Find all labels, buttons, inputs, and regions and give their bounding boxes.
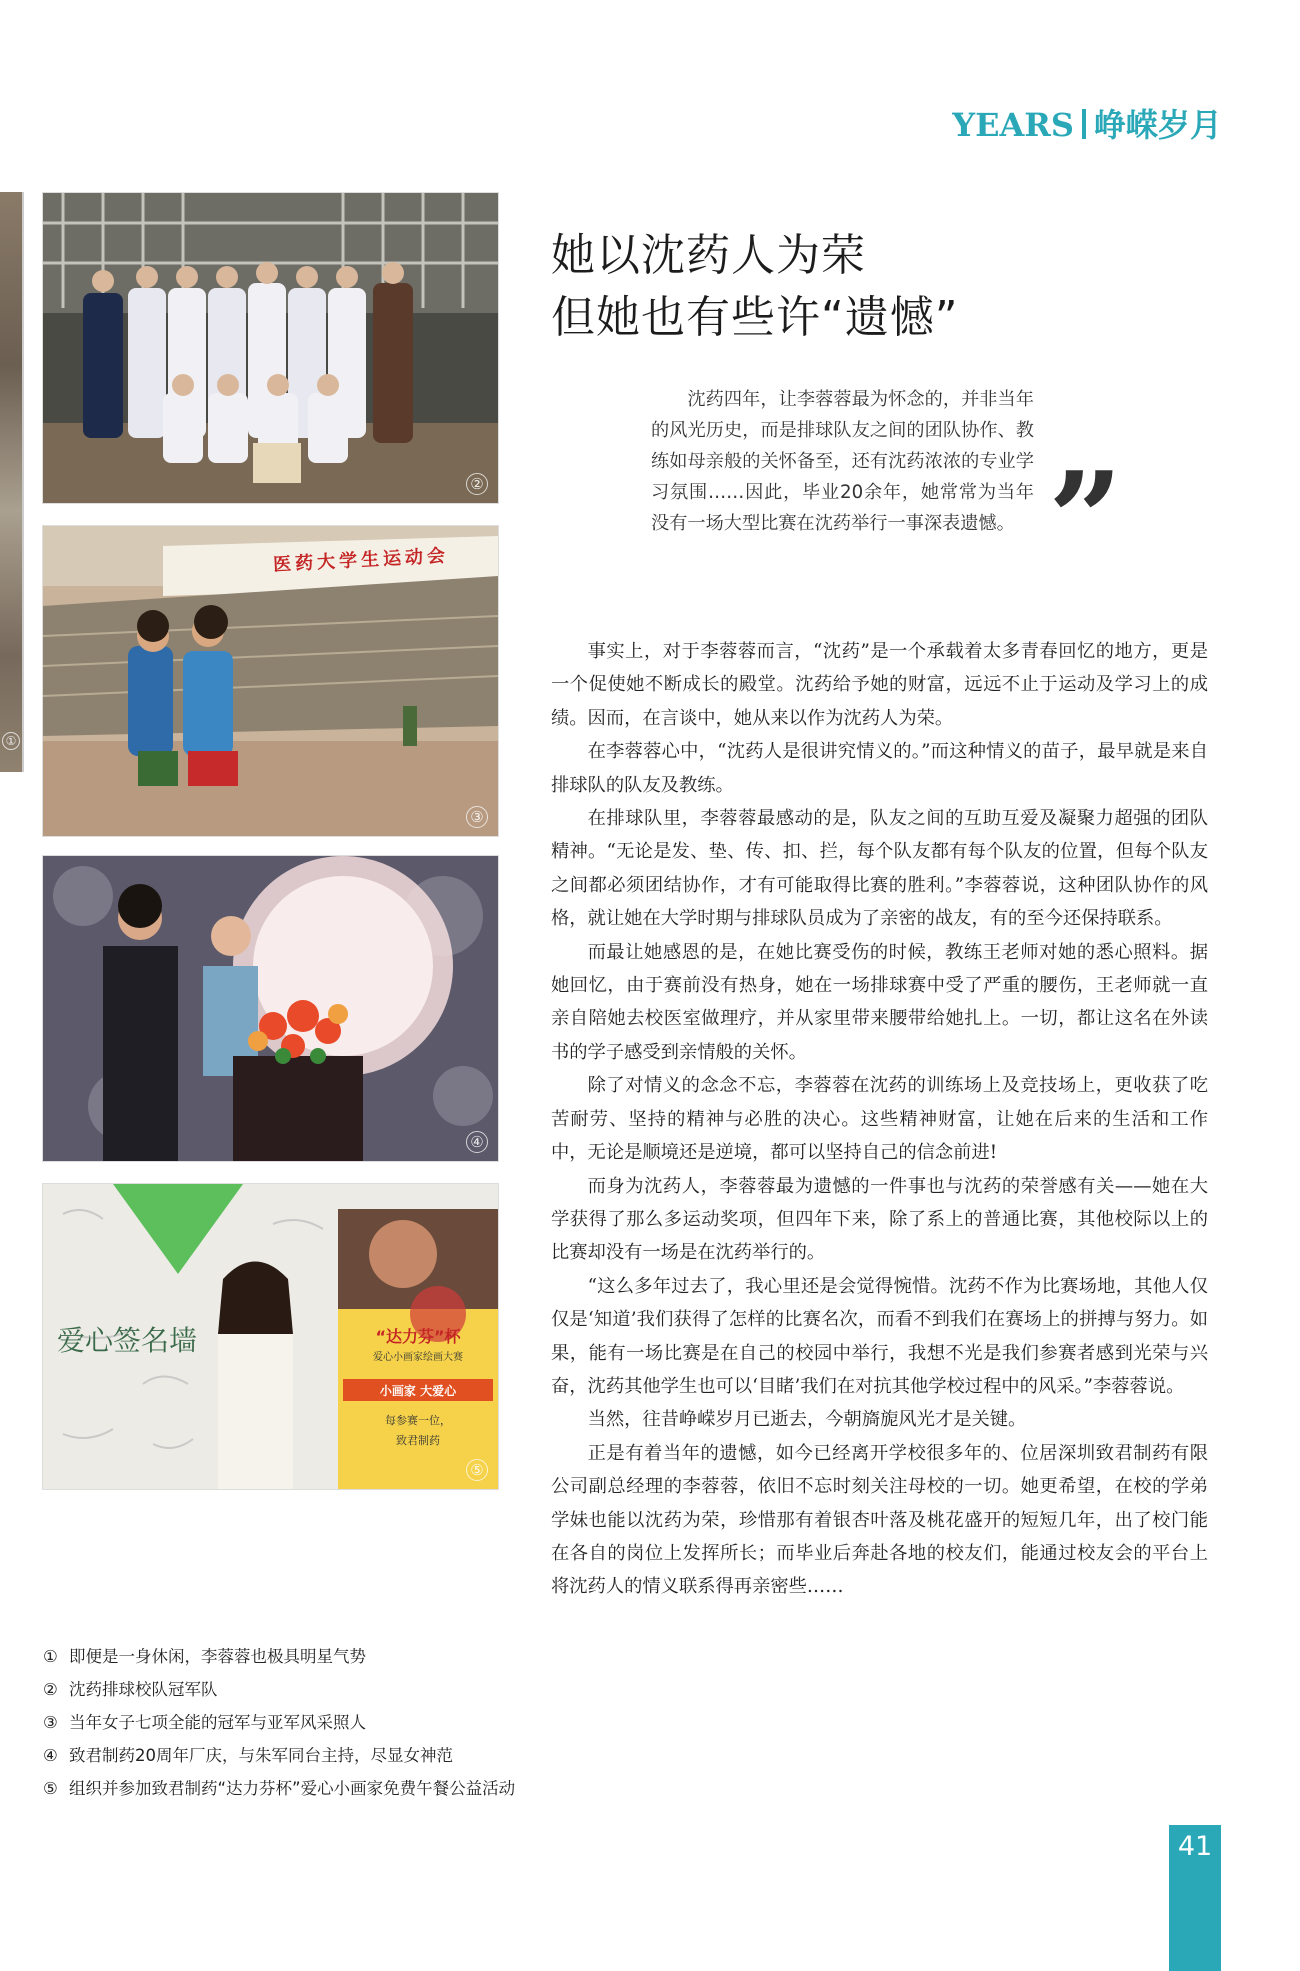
quote-mark-icon: ” [1048,443,1123,596]
body-paragraph: 当然，往昔峥嵘岁月已逝去，今朝旖旎风光才是关键。 [587,1409,1027,1431]
intro-paragraph: 沈药四年，让李蓉蓉最为怀念的，并非当年的风光历史，而是排球队友之间的团队协作、教练如母亲般的关怀备至，还有沈药浓浓的专业学习氛围……因此，毕业20余年，她常常为当年没有一场大型比赛在沈药举行一事深表遗憾。 [651,389,1034,534]
caption-item [43,1640,663,1673]
caption-text: 组织并参加致君制药“达力芬杯”爱心小画家免费午餐公益活动 [69,1779,516,1798]
photo-3-number: ③ [466,806,488,828]
photo-3-banner: 医药大学生运动会 [272,545,450,576]
sign-wall-label: 爱心签名墙 [57,1324,198,1357]
caption-text: 沈药排球校队冠军队 [69,1680,218,1699]
caption-text: 致君制药20周年厂庆，与朱军同台主持，尽显女神范 [69,1746,453,1765]
photo-4-number: ④ [466,1131,488,1153]
photo-track-athletes [42,525,499,837]
poster-slogan: 小画家 大爱心 [379,1384,457,1398]
poster-title: “达力芬”杯 [375,1327,461,1346]
article-title-line2: 但她也有些许“遗憾” [551,292,959,343]
section-header [952,100,1222,146]
page-number-tab [1169,1825,1221,1971]
photo-5-number: ⑤ [466,1459,488,1481]
page-number: 41 [1177,1831,1213,1862]
article-title-line1: 她以沈药人为荣 [551,230,866,281]
caption-number: ④ [43,1746,58,1765]
caption-number: ⑤ [43,1779,58,1798]
caption-item [43,1706,663,1739]
caption-item [43,1772,663,1805]
article-title [551,225,1071,349]
photo-stage-hosts [42,855,499,1162]
photo-1-strip [0,192,24,772]
caption-number: ② [43,1680,58,1699]
photo-signature-wall [42,1183,499,1490]
section-header-en: YEARS [952,106,1074,144]
body-paragraph: 除了对情义的念念不忘，李蓉蓉在沈药的训练场上及竞技场上，更收获了吃苦耐劳、坚持的精神与必胜的决心。这些精神财富，让她在后来的生活和工作中，无论是顺境还是逆境，都可以坚持自己的信念前进! [551,1075,1208,1164]
section-header-cn: 峥嵘岁月 [1093,106,1222,144]
body-paragraph: 而最让她感恩的是，在她比赛受伤的时候，教练王老师对她的悉心照料。据她回忆，由于赛前没有热身，她在一场排球赛中受了严重的腰伤，王老师就一直亲自陪她去校医室做理疗，并从家里带来腰带给她扎上。一切，都让这名在外读书的学子感受到亲情般的关怀。 [551,941,1208,1063]
photo-2-number: ② [466,473,488,495]
article-body [551,635,1208,1604]
poster-subtitle: 爱心小画家绘画大赛 [373,1352,463,1363]
photo-captions [43,1640,663,1805]
photo-1-number: ① [2,732,20,750]
body-paragraph: 事实上，对于李蓉蓉而言，“沈药”是一个承载着太多青春回忆的地方，更是一个促使她不断成长的殿堂。沈药给予她的财富，远远不止于运动及学习上的成绩。因而，在言谈中，她从来以作为沈药人为荣。 [551,641,1208,729]
body-paragraph: 而身为沈药人，李蓉蓉最为遗憾的一件事也与沈药的荣誉感有关——她在大学获得了那么多运动奖项，但四年下来，除了系上的普通比赛，其他校际以上的比赛却没有一场是在沈药举行的。 [551,1175,1208,1264]
photo-volleyball-team [42,192,499,504]
caption-number: ① [43,1647,58,1666]
body-paragraph: 在排球队里，李蓉蓉最感动的是，队友之间的互助互爱及凝聚力超强的团队精神。“无论是发、垫、传、扣、拦，每个队友都有每个队友的位置，但每个队友之间都必须团结协作，才有可能取得比赛的胜利。”李蓉蓉说，这种团队协作的风格，就让她在大学时期与排球队员成为了亲密的战友，有的至今还保持联系。 [551,808,1208,930]
caption-text: 即便是一身休闲，李蓉蓉也极具明星气势 [69,1647,366,1666]
caption-text: 当年女子七项全能的冠军与亚军风采照人 [69,1713,366,1732]
caption-item [43,1673,663,1706]
caption-item [43,1739,663,1772]
poster-line: 每参赛一位， [385,1414,451,1427]
header-divider [1082,109,1086,139]
caption-number: ③ [43,1713,58,1732]
body-paragraph: “这么多年过去了，我心里还是会觉得惋惜。沈药不作为比赛场地，其他人仅仅是‘知道’我们获得了怎样的比赛名次，而看不到我们在赛场上的拼搏与努力。如果，能有一场比赛是在自己的校园中举行，我想不光是我们参赛者感到光荣与兴奋，沈药其他学生也可以‘目睹’我们在对抗其他学校过程中的风采。”李蓉蓉说。 [551,1275,1208,1397]
body-paragraph: 正是有着当年的遗憾，如今已经离开学校很多年的、位居深圳致君制药有限公司副总经理的李蓉蓉，依旧不忘时刻关注母校的一切。她更希望，在校的学弟学妹也能以沈药为荣，珍惜那有着银杏叶落及桃花盛开的短短几年，出了校门能在各自的岗位上发挥所长；而毕业后奔赴各地的校友们，能通过校友会的平台上将沈药人的情义联系得再亲密些…… [551,1442,1208,1598]
poster-company: 致君制药 [396,1434,440,1447]
body-paragraph: 在李蓉蓉心中，“沈药人是很讲究情义的。”而这种情义的苗子，最早就是来自排球队的队友及教练。 [551,741,1208,796]
